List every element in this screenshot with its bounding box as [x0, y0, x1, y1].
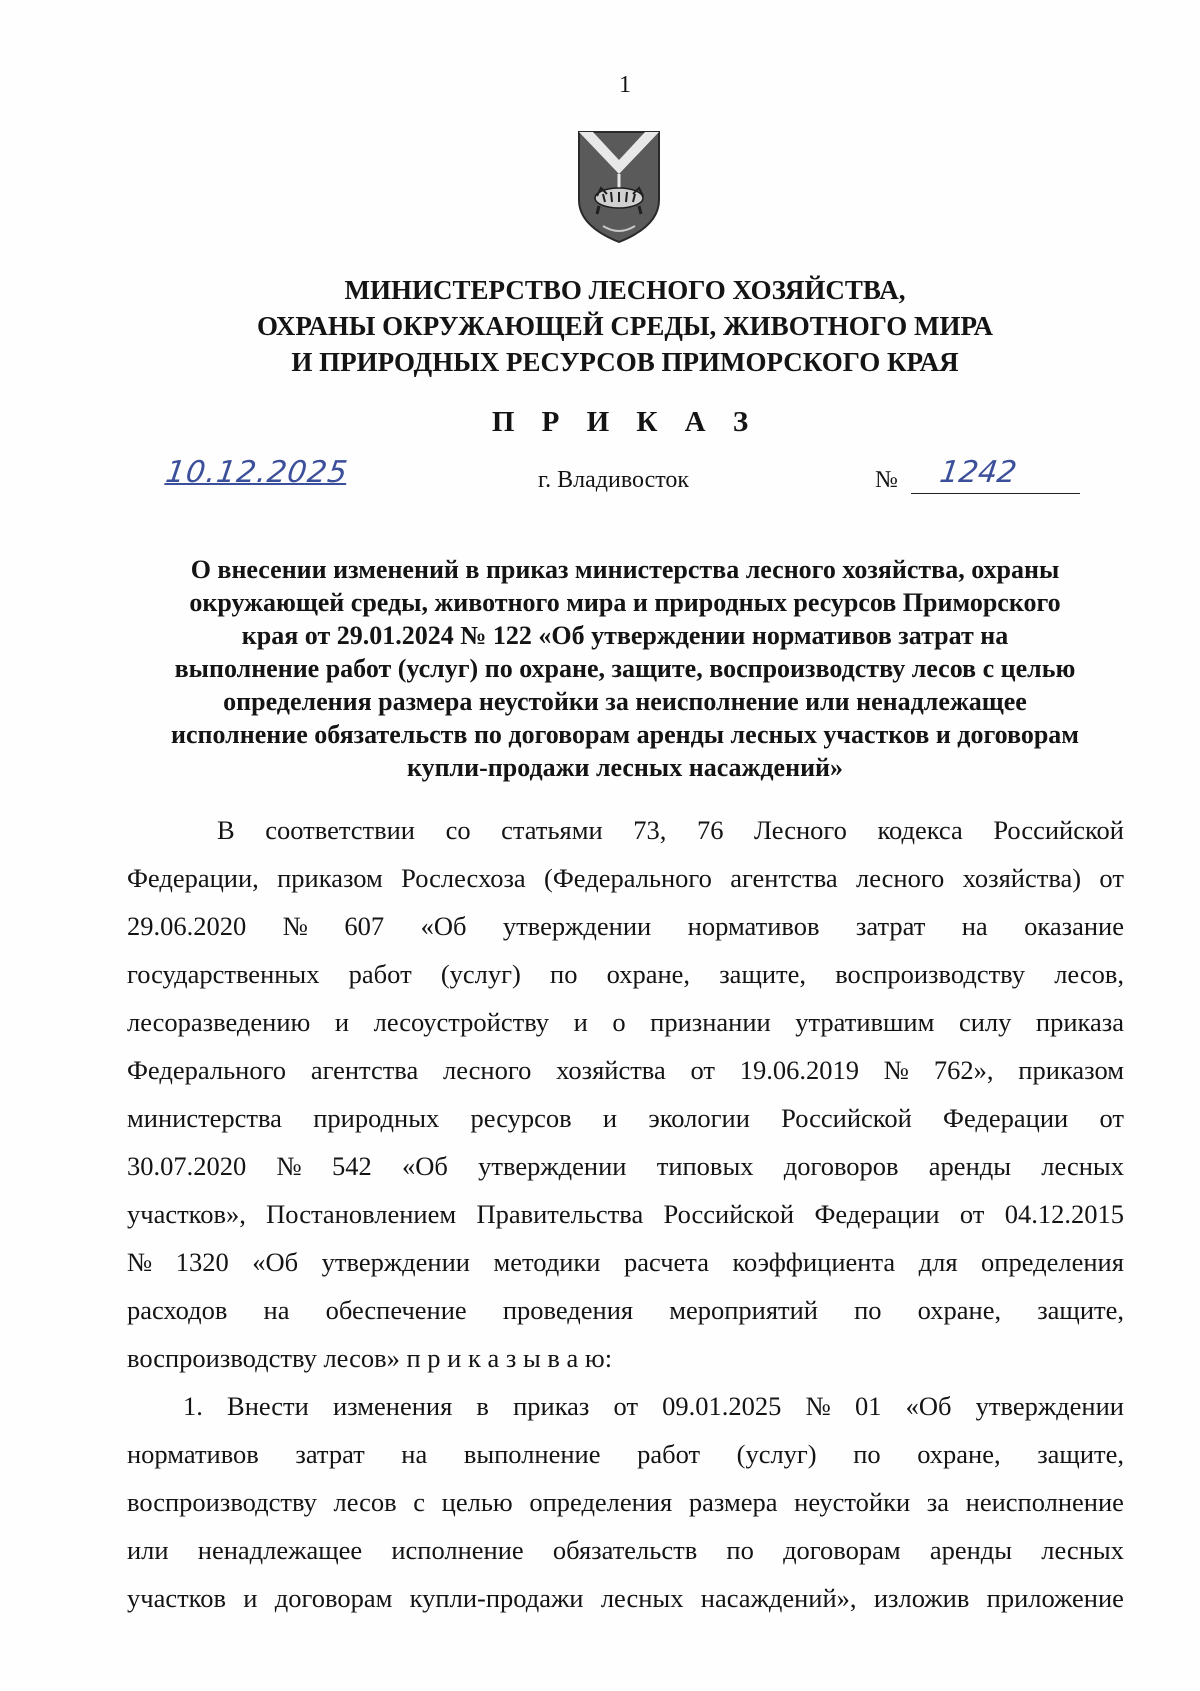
body-word: «Об	[420, 911, 467, 941]
body-line	[127, 1142, 1124, 1190]
body-word: утверждении	[321, 1247, 470, 1277]
city: г. Владивосток	[538, 467, 690, 493]
body-word: ненадлежащее	[197, 1535, 363, 1565]
body-word: лесных	[600, 1583, 684, 1613]
body-word: в	[476, 1391, 489, 1421]
body-word: «Об	[402, 1151, 448, 1181]
body-word: экологии	[648, 1103, 750, 1133]
body-word: неустойки	[794, 1487, 911, 1517]
body-line	[127, 854, 1124, 902]
body-word: утверждении	[502, 911, 652, 941]
body-word: по	[726, 1535, 754, 1565]
body-word: лесоустройству	[373, 1007, 550, 1037]
body-word: (Федерального	[544, 863, 712, 893]
body-word: воспроизводству	[835, 959, 1026, 989]
body-word: 1320	[175, 1247, 229, 1277]
subject-line: определения размера неустойки за неисполнение или ненадлежащее	[223, 687, 1027, 716]
body-line	[127, 998, 1124, 1046]
body-word: Российской	[781, 1103, 912, 1133]
body-word: 762»,	[933, 1055, 994, 1085]
number-label: №	[875, 467, 898, 493]
body-word: охране,	[917, 1295, 1002, 1325]
body-word: насаждений»,	[700, 1583, 857, 1613]
body-line	[127, 902, 1124, 950]
body-word: по	[550, 959, 578, 989]
body-word: определения	[529, 1487, 673, 1517]
body-word: Лесного	[754, 815, 847, 845]
body-word: 09.01.2025	[662, 1391, 782, 1421]
body-line	[127, 1286, 1124, 1334]
subject-line: купли-продажи лесных насаждений»	[406, 753, 844, 782]
body-word: о	[612, 1007, 626, 1037]
body-word: Правительства	[476, 1199, 644, 1229]
body-line	[127, 1190, 1124, 1238]
body-word: (услуг)	[440, 959, 521, 989]
body-word: «Об	[905, 1391, 952, 1421]
body-word: нормативов	[687, 911, 820, 941]
body-word: кодекса	[877, 815, 963, 845]
body-word: 01	[855, 1391, 882, 1421]
body-word: для	[918, 1247, 958, 1277]
body-word: ресурсов	[470, 1103, 572, 1133]
body-line	[127, 1430, 1124, 1478]
number-underline	[911, 493, 1080, 494]
handwritten-number: 1242	[937, 455, 1019, 490]
body-word: проведения	[502, 1295, 634, 1325]
body-word: министерства	[127, 1103, 282, 1133]
body-word: от	[959, 1199, 985, 1229]
ministry-line: МИНИСТЕРСТВО ЛЕСНОГО ХОЗЯЙСТВА,	[344, 275, 906, 305]
body-word: затрат	[295, 1439, 365, 1469]
body-line	[127, 1478, 1124, 1526]
body-word: мероприятий	[669, 1295, 818, 1325]
body-word: лесных	[1041, 1151, 1124, 1181]
body-word: природных	[313, 1103, 440, 1133]
body-word: лесного	[856, 863, 945, 893]
body-word: охране,	[606, 959, 691, 989]
body-word: силу	[958, 1007, 1012, 1037]
body-word: защите,	[1037, 1439, 1124, 1469]
body-word: (услуг)	[736, 1439, 817, 1469]
body-word: нормативов	[127, 1439, 259, 1469]
ministry-name	[100, 272, 1150, 380]
document-type: П Р И К А З	[491, 406, 759, 438]
body-word: утверждении	[478, 1151, 627, 1181]
body-word: обязательств	[552, 1535, 698, 1565]
handwritten-date: 10.12.2025	[163, 455, 351, 490]
body-word: определения	[981, 1247, 1124, 1277]
body-word: Федерального	[127, 1055, 287, 1085]
body-line	[127, 806, 1124, 854]
body-word: статьями	[501, 815, 603, 845]
document-body	[127, 806, 1124, 1622]
body-word: оказание	[1024, 911, 1124, 941]
ministry-line: И ПРИРОДНЫХ РЕСУРСОВ ПРИМОРСКОГО КРАЯ	[291, 347, 959, 377]
body-word: утратившим	[795, 1007, 935, 1037]
body-word: от	[690, 1055, 715, 1085]
body-word: государственных	[127, 959, 320, 989]
body-word: договорам	[274, 1583, 393, 1613]
body-word: от	[613, 1391, 639, 1421]
document-subject	[120, 553, 1130, 784]
body-line: воспроизводству лесов» п р и к а з ы в а ю:	[127, 1343, 613, 1373]
body-word: со	[445, 815, 471, 845]
body-word: обеспечение	[325, 1295, 467, 1325]
body-word: №	[883, 1055, 910, 1085]
body-word: коэффициента	[732, 1247, 896, 1277]
body-word: Федерации,	[127, 863, 259, 893]
body-word: на	[961, 911, 988, 941]
body-word: лесов,	[1054, 959, 1124, 989]
body-word: лесов	[333, 1487, 397, 1517]
body-word: Российской	[993, 815, 1124, 845]
body-word: затрат	[855, 911, 926, 941]
body-word: типовых	[656, 1151, 754, 1181]
body-line	[127, 1574, 1124, 1622]
page-number: 1	[619, 72, 631, 98]
body-word: неисполнение	[965, 1487, 1124, 1517]
body-word: хозяйства	[556, 1055, 666, 1085]
body-word: Российской	[663, 1199, 795, 1229]
body-word: 19.06.2019	[739, 1055, 860, 1085]
subject-line: О внесении изменений в приказ министерства лесного хозяйства, охраны	[190, 555, 1060, 584]
body-word: лесных	[1041, 1535, 1124, 1565]
body-word: и	[334, 1007, 350, 1037]
body-word: и	[243, 1583, 258, 1613]
subject-line: окружающей среды, животного мира и природных ресурсов Приморского	[189, 588, 1061, 617]
body-word: работ	[348, 959, 412, 989]
body-word: признании	[650, 1007, 771, 1037]
body-word: приказом	[277, 863, 383, 893]
body-word: купли-продажи	[409, 1583, 584, 1613]
body-word: договорам	[783, 1535, 901, 1565]
body-word: №	[805, 1391, 831, 1421]
body-word: 76	[696, 815, 724, 845]
body-line	[127, 1526, 1124, 1574]
body-word: изложив	[873, 1583, 970, 1613]
body-word: работ	[637, 1439, 701, 1469]
body-word: с	[413, 1487, 426, 1517]
paragraph-2	[127, 1382, 1124, 1622]
body-word: участков»,	[127, 1199, 246, 1229]
body-word: за	[926, 1487, 950, 1517]
body-word: защите,	[1037, 1295, 1124, 1325]
body-word: №	[276, 1151, 302, 1181]
subject-line: края от 29.01.2024 № 122 «Об утверждении нормативов затрат на	[241, 621, 1009, 650]
body-word: 30.07.2020	[127, 1151, 247, 1181]
body-word: охране,	[917, 1439, 1001, 1469]
body-word: участков	[127, 1583, 226, 1613]
body-word: по	[853, 1439, 881, 1469]
body-word: размера	[688, 1487, 778, 1517]
body-word: №	[127, 1247, 153, 1277]
body-line	[127, 1046, 1124, 1094]
body-word: приказ	[513, 1391, 590, 1421]
subject-line: исполнение обязательств по договорам аренды лесных участков и договорам	[170, 720, 1080, 749]
body-word: Постановлением	[266, 1199, 457, 1229]
body-word: на	[401, 1439, 428, 1469]
body-word: аренды	[929, 1535, 1013, 1565]
body-line	[127, 1238, 1124, 1286]
body-word: защите,	[719, 959, 807, 989]
body-word: воспроизводству	[127, 1487, 317, 1517]
body-word: и	[573, 1007, 588, 1037]
body-word: Рослесхоза	[401, 863, 526, 893]
body-word: 73,	[633, 815, 667, 845]
body-word: «Об	[252, 1247, 299, 1277]
body-word: утверждении	[975, 1391, 1124, 1421]
body-word: договоров	[783, 1151, 899, 1181]
body-word: 1.	[183, 1391, 203, 1421]
body-word: №	[282, 911, 308, 941]
body-word: методики	[493, 1247, 601, 1277]
body-word: соответствии	[265, 815, 415, 845]
body-line	[127, 1382, 1124, 1430]
body-word: приложение	[986, 1583, 1124, 1613]
body-word: Федерации	[943, 1103, 1069, 1133]
body-line	[127, 950, 1124, 998]
body-word: целью	[441, 1487, 513, 1517]
body-word: изменения	[332, 1391, 453, 1421]
paragraph-1	[127, 806, 1124, 1382]
body-word: исполнение	[391, 1535, 524, 1565]
body-word: лесоразведению	[127, 1007, 311, 1037]
body-word: или	[127, 1535, 169, 1565]
body-word: 04.12.2015	[1004, 1199, 1124, 1229]
subject-line: выполнение работ (услуг) по охране, защите, воспроизводству лесов с целью	[174, 654, 1076, 683]
body-word: от	[1099, 863, 1124, 893]
ministry-line: ОХРАНЫ ОКРУЖАЮЩЕЙ СРЕДЫ, ЖИВОТНОГО МИРА	[256, 311, 993, 341]
body-word: и	[602, 1103, 618, 1133]
body-word: хозяйства)	[962, 863, 1082, 893]
body-word: приказа	[1035, 1007, 1124, 1037]
body-word: Федерации	[814, 1199, 940, 1229]
body-word: приказом	[1018, 1055, 1124, 1085]
body-word: расходов	[127, 1295, 228, 1325]
body-word: расчета	[623, 1247, 709, 1277]
body-word: 607	[344, 911, 385, 941]
body-word: 29.06.2020	[127, 911, 247, 941]
body-word: агентства	[310, 1055, 419, 1085]
body-word: В	[217, 815, 235, 845]
body-word: на	[263, 1295, 290, 1325]
body-word: агентства	[730, 863, 838, 893]
body-word: лесного	[443, 1055, 532, 1085]
body-word: по	[854, 1295, 882, 1325]
body-word: выполнение	[463, 1439, 601, 1469]
body-word: аренды	[928, 1151, 1012, 1181]
body-word: Внести	[227, 1391, 309, 1421]
body-word: 542	[332, 1151, 372, 1181]
primorsky-krai-coat-of-arms-icon	[573, 130, 665, 244]
body-line	[127, 1094, 1124, 1142]
body-word: от	[1099, 1103, 1124, 1133]
